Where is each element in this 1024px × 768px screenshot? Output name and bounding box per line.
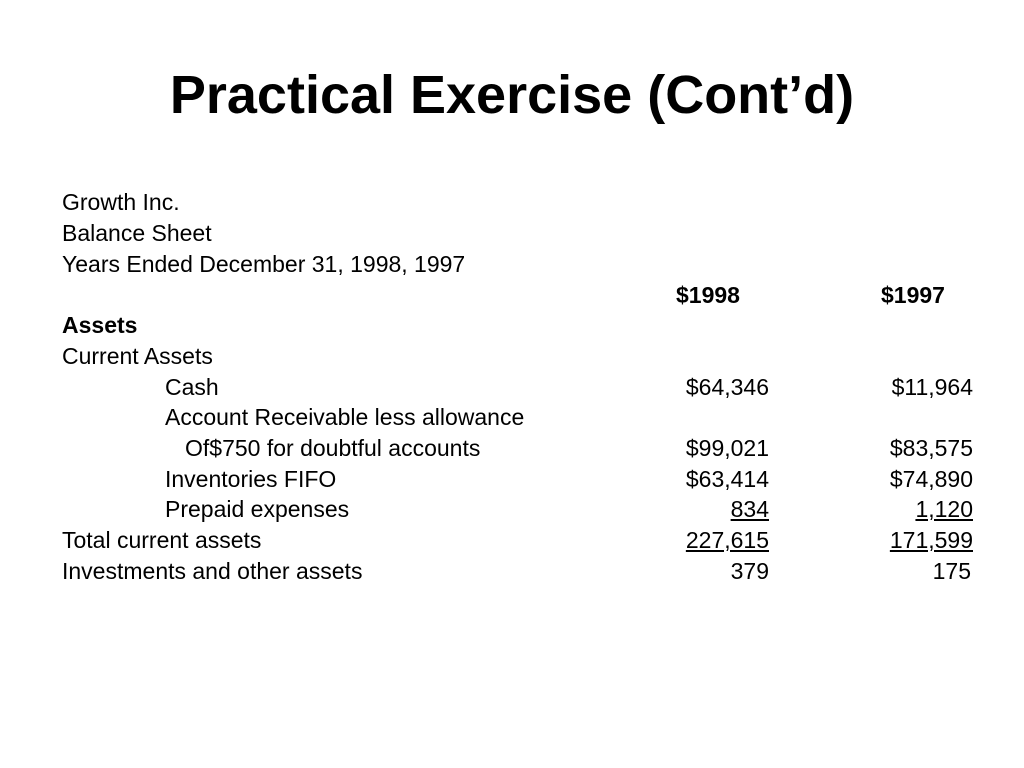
period-line [0,249,1024,280]
assets-heading-row [0,310,1024,341]
row-label-cash: Cash [165,374,219,400]
table-row [0,525,1024,556]
investments-1998-value: 379 [730,558,769,584]
row-label-investments: Investments and other assets [62,558,363,584]
statement-line [0,218,1024,249]
current-assets-heading: Current Assets [62,343,213,369]
table-row [0,556,1024,587]
row-label-inventories: Inventories FIFO [165,466,337,492]
slide-title: Practical Exercise (Cont’d) [169,65,855,125]
table-row [0,372,1024,403]
row-label-prepaid: Prepaid expenses [165,496,350,522]
cash-1997-value: $11,964 [891,374,973,400]
inventories-1997-value: $74,890 [889,466,973,492]
assets-heading: Assets [62,312,138,338]
statement-name: Balance Sheet [62,220,212,246]
table-row [0,464,1024,495]
column-header-1998: $1998 [676,282,740,308]
column-header-row [0,280,1024,311]
table-row [0,402,1024,433]
prepaid-1998-value: 834 [730,496,769,522]
current-assets-heading-row [0,341,1024,372]
total-current-1997-value: 171,599 [889,527,973,553]
inventories-1998-value: $63,414 [685,466,769,492]
total-current-1998-value: 227,615 [685,527,769,553]
company-name: Growth Inc. [62,189,180,215]
ar-1998-value: $99,021 [685,435,769,461]
investments-1997-value: 175 [932,558,971,584]
row-label-ar: Of$750 for doubtful accounts [185,435,481,461]
ar-1997-value: $83,575 [889,435,973,461]
column-header-1997: $1997 [881,282,945,308]
prepaid-1997-value: 1,120 [915,496,973,522]
row-label-total-current: Total current assets [62,527,262,553]
table-row [0,433,1024,464]
row-label-ar-line1: Account Receivable less allowance [165,404,525,430]
cash-1998-value: $64,346 [685,374,769,400]
company-line [0,187,1024,218]
table-row [0,494,1024,525]
period-text: Years Ended December 31, 1998, 1997 [62,251,466,277]
